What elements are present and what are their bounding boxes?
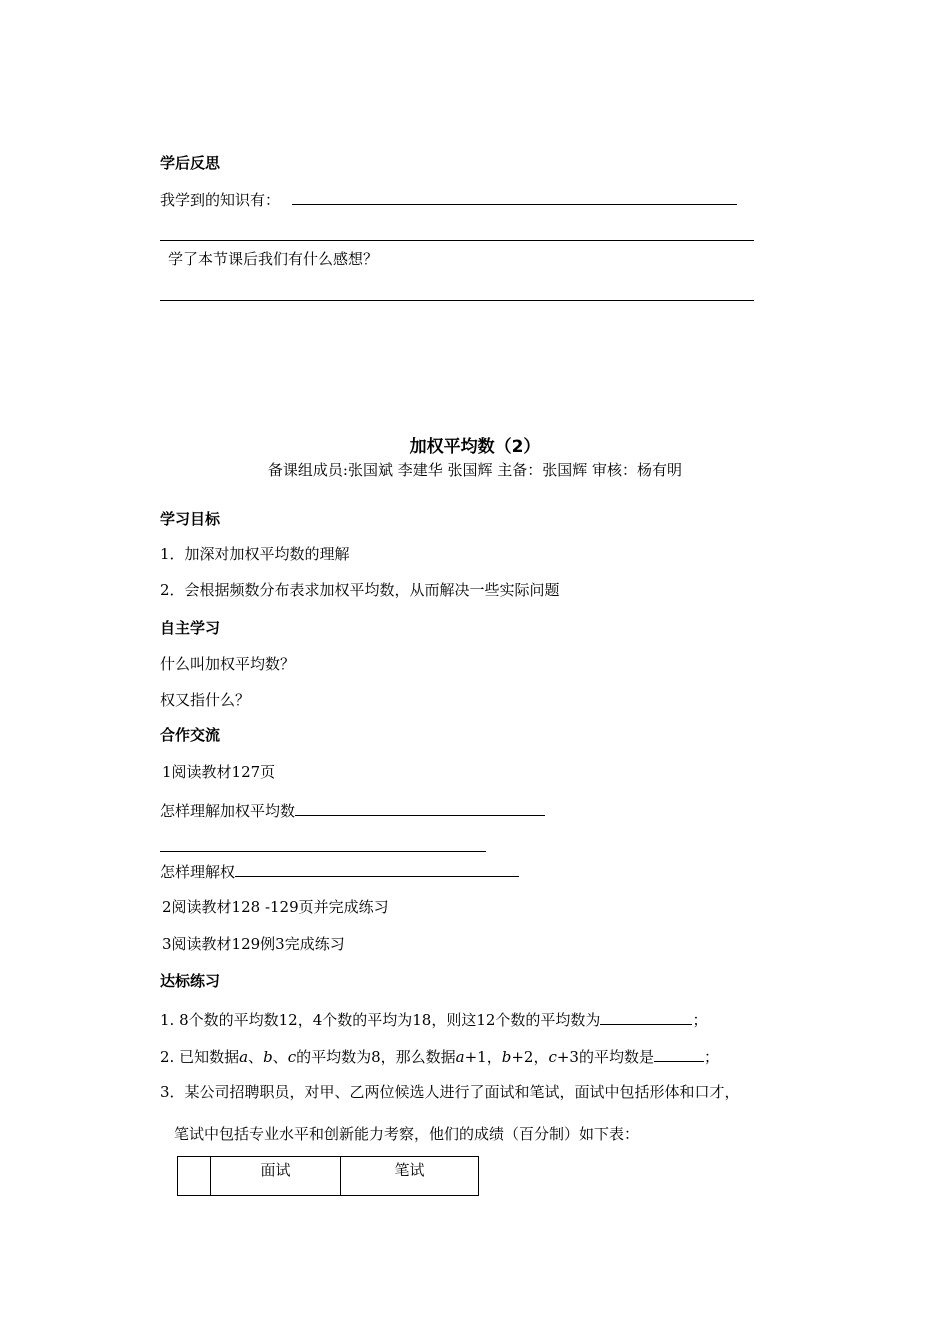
goal-item: 1．加深对加权平均数的理解 — [160, 545, 350, 563]
read-step-3: 3阅读教材129例3完成练习 — [162, 935, 345, 953]
q1-text: 1. 8个数的平均数12，4个数的平均为18，则这12个数的平均数为 — [160, 1011, 601, 1029]
learned-answer-line — [292, 204, 737, 205]
q2-end: ； — [703, 1048, 719, 1066]
cooperation-heading: 合作交流 — [160, 726, 221, 744]
understand-avg-label: 怎样理解加权平均数 — [160, 802, 296, 820]
q2-prefix: 2. 已知数据 — [160, 1048, 240, 1066]
q2-plus-1: +1， — [464, 1048, 502, 1066]
reflection-heading: 学后反思 — [160, 154, 221, 172]
feeling-answer-line — [160, 300, 754, 301]
q2-sep: 、 — [248, 1048, 264, 1066]
self-study-question: 权又指什么？ — [160, 691, 251, 709]
understand-weight-label: 怎样理解权 — [160, 863, 236, 881]
var-c: c — [287, 1048, 297, 1066]
goals-heading: 学习目标 — [160, 510, 221, 528]
var-a: a — [239, 1048, 249, 1066]
var-c: c — [548, 1048, 557, 1066]
understand-avg-blank — [295, 799, 545, 816]
understand-avg-line — [160, 851, 486, 852]
learned-label: 我学到的知识有： — [160, 191, 281, 209]
read-step-1: 1阅读教材127页 — [162, 763, 276, 781]
self-study-question: 什么叫加权平均数？ — [160, 655, 296, 673]
q1-blank — [600, 1008, 692, 1025]
answer-line — [160, 240, 754, 241]
lesson-byline: 备课组成员:张国斌 李建华 张国辉 主备：张国辉 审核：杨有明 — [267, 461, 683, 479]
lesson-title: 加权平均数（2） — [409, 437, 541, 457]
practice-question-3-line-2: 笔试中包括专业水平和创新能力考察，他们的成绩（百分制）如下表： — [174, 1125, 640, 1143]
feeling-question: 学了本节课后我们有什么感想？ — [168, 250, 379, 268]
var-b: b — [263, 1048, 273, 1066]
q2-sep: 、 — [272, 1048, 288, 1066]
understand-weight-blank — [235, 860, 519, 877]
table-header-cell: 面试 — [211, 1157, 341, 1196]
q2-blank — [654, 1045, 704, 1062]
practice-question-1 — [160, 1008, 707, 1030]
q1-end: ； — [692, 1011, 708, 1029]
q2-plus-2: +2， — [511, 1048, 549, 1066]
practice-question-3-line-1: 3．某公司招聘职员，对甲、乙两位候选人进行了面试和笔试，面试中包括形体和口才， — [160, 1083, 740, 1101]
table-header-cell: 笔试 — [341, 1157, 479, 1196]
var-a: a — [455, 1048, 465, 1066]
table-row — [178, 1157, 479, 1196]
var-b: b — [501, 1048, 512, 1066]
practice-question-2 — [160, 1045, 719, 1067]
q2-plus-3: +3的平均数是 — [556, 1048, 654, 1066]
table-header-cell — [178, 1157, 211, 1196]
q2-mid: 的平均数为8，那么数据 — [296, 1048, 456, 1066]
read-step-2: 2阅读教材128 -129页并完成练习 — [162, 898, 389, 916]
self-study-heading: 自主学习 — [160, 619, 221, 637]
understand-weight-prompt — [160, 860, 519, 882]
understand-avg-prompt — [160, 799, 545, 821]
score-table — [177, 1156, 479, 1196]
practice-heading: 达标练习 — [160, 972, 221, 990]
goal-item: 2．会根据频数分布表求加权平均数，从而解决一些实际问题 — [160, 581, 560, 599]
